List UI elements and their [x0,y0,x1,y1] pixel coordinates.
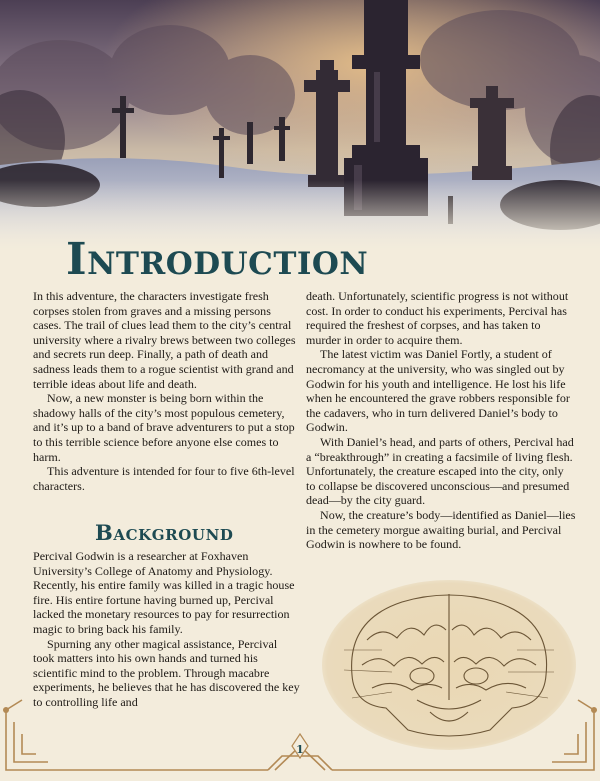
background-section [33,549,301,710]
graveyard-illustration [0,0,600,250]
background-paragraph: With Daniel’s head, and parts of others, Percival had a “breakthrough” in creating a facsimile of living flesh. Unfortunately, the creature escaped into the city, only to collapse be discovered unconscious—and presumed dead—by the city guard. [306,434,574,508]
intro-section [33,289,301,493]
intro-paragraph: This adventure is intended for four to five 6th-level characters. [33,464,295,493]
background-paragraph: Spurning any other magical assistance, Percival took matters into his own hands and turned his scientific mind to the problem. Through macabre experiments, he believes that he has discovered the key to controlling life and [33,636,300,709]
background-heading: Background [95,520,234,545]
background-continued [306,289,576,552]
intro-paragraph: Now, a new monster is being born within the shadowy halls of the city’s most populous cemetery, and it’s up to a band of brave adventurers to put a stop to this terrible science before anyone else comes to harm. [33,391,295,464]
page-number: 1 [296,743,304,756]
page-title: Introduction [66,234,369,285]
background-paragraph: death. Unfortunately, scientific progress is not without cost. In order to conduct his experiments, Percival has required the freshest of corpses, and has taken to murder in order to acquire them. [306,289,569,347]
footer-ornament [0,690,600,776]
background-paragraph: Percival Godwin is a researcher at Foxhaven University’s College of Anatomy and Physiology. Recently, his entire family was killed in a tragic house fire. His entire fortune having burned up, Percival lacked the monetary resources to pay for resurrection magic to bring back his family. [33,549,295,636]
intro-paragraph: In this adventure, the characters investigate fresh corpses stolen from graves and a missing persons cases. The trail of clues lead them to the city’s central university where a rivalry brews between two colleges and secrets run deep. Finally, a path of death and sadness leads them to a rogue scientist with grand and terrible ideas about life and death. [33,289,296,391]
background-paragraph: The latest victim was Daniel Fortly, a student of necromancy at the university, who was singled out by Godwin for his youth and intelligence. He lost his life when he encountered the grave robbers responsible for the cadavers, who in turn delivered Daniel’s body to Godwin. [306,347,570,435]
background-paragraph: Now, the creature’s body—identified as Daniel—lies in the cemetery morgue awaiting burial, and Percival Godwin is nowhere to be found. [306,507,576,552]
